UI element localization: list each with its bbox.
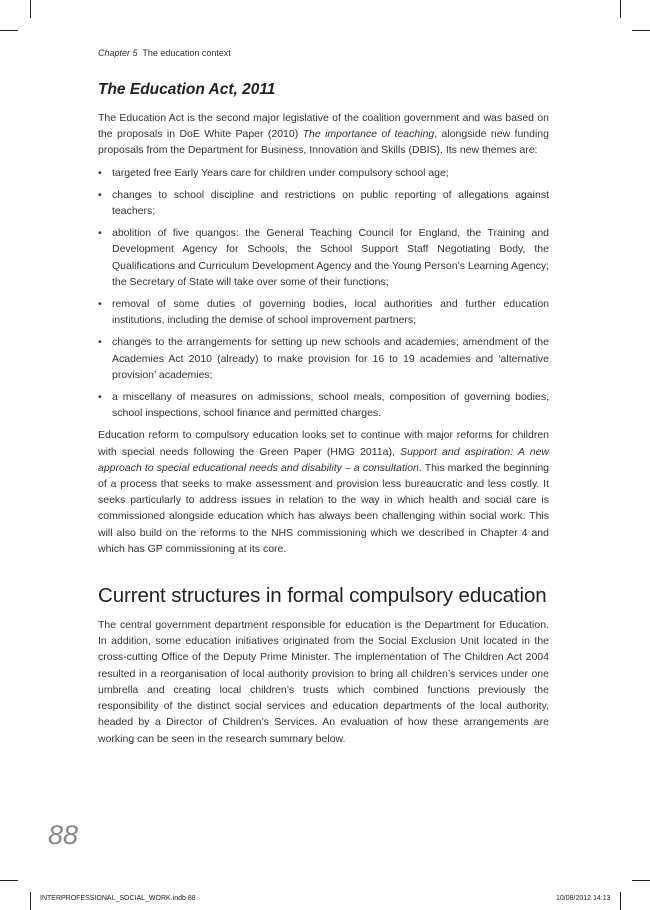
list-item-text: abolition of five quangos: the General Teaching Council for England, the Training and Development Agency for Schools, the School Support Staff Negotiating Body, the Qualifications and Curriculum Development Agency and the Young Person’s Learning Agency; the Secretary of State will take over some of their functions; [112,227,550,288]
section-heading-education-act: The Education Act, 2011 [98,81,276,98]
footer-file-name: INTERPROFESSIONAL_SOCIAL_WORK.indb 88 [40,895,196,902]
list-item-text: changes to school discipline and restrictions on public reporting of allegations against teachers; [112,188,549,218]
bullet-icon: • [98,166,102,179]
list-item [98,389,549,421]
bullet-icon: • [98,298,102,311]
bullet-icon: • [98,227,102,240]
bullet-icon: • [98,336,102,349]
list-item [98,225,549,290]
page-body [98,80,549,747]
bullet-icon: • [98,188,102,201]
list-item [98,296,549,328]
list-item [98,187,549,219]
bullet-icon: • [98,391,102,404]
crop-mark [620,0,621,18]
crop-mark [620,892,621,910]
reform-text: . This marked the beginning of a process that seeks to make assessment and provision less bureaucratic and less costly. It seeks particularly to address issues in relation to the way in which health and social care is commissioned alongside education which has always been challenging within social work. This will also build on the reforms to the NHS commissioning which we described in Chapter 4 and which has GP commissioning at its core. [98,461,549,555]
crop-mark [0,880,18,881]
crop-mark [30,892,31,910]
list-item-text: a miscellany of measures on admissions, school meals, composition of governing bodies, school inspections, school finance and permitted charges. [112,391,549,420]
running-head [98,48,231,58]
running-head-chapter: Chapter 5 [98,48,138,58]
intro-text: The Education Act is the second major legislative of the coalition government and was based on the proposals in DoE White Paper (2010) [98,112,549,141]
crop-mark [30,0,31,18]
running-head-title: The education context [142,48,231,58]
structures-paragraph: The central government department responsible for education is the Department for Education. In addition, some education initiatives originated from the Social Exclusion Unit located in the cross-cutting Office of the Deputy Prime Minister. The implementation of The Children Act 2004 resulted in a reorganisation of local authority provision to bring all children’s services under one umbrella and creating local children’s trusts which combined functions previously the responsibility of the distinct social services and education departments of the local authority, headed by a Director of Children’s Services. An evaluation of how these arrangements are working can be seen in the research summary below. [98,619,549,745]
crop-mark [632,30,650,31]
crop-mark [632,880,650,881]
page-number: 88 [48,820,79,850]
footer-timestamp: 10/08/2012 14:13 [556,895,611,902]
intro-paragraph [98,110,549,159]
reform-text: Education reform to compulsory education looks set to continue with major reforms for children with special needs following the Green Paper (HMG 2011a), [98,429,549,458]
list-item [98,334,549,383]
intro-italic-title: The importance of teaching [302,128,435,141]
list-item-text: changes to the arrangements for setting up new schools and academies; amendment of the Academies Act 2010 (already) to make provision for 16 to 19 academies and ‘alternative provision’ academies; [112,336,549,381]
list-item-text: removal of some duties of governing bodies, local authorities and further education institutions, including the demise of school improvement partners; [112,298,549,327]
intro-text: , alongside new funding proposals from the Department for Business, Innovation and Skills (DBIS). Its new themes are: [98,128,549,157]
reform-paragraph [98,427,549,557]
reform-italic-title: Support and aspiration: A new approach to special educational needs and disability – a consultation [98,445,549,474]
themes-list [98,165,549,422]
section-heading-current-structures: Current structures in formal compulsory education [98,584,547,608]
list-item-text: targeted free Early Years care for children under compulsory school age; [112,166,449,179]
crop-mark [0,30,18,31]
list-item [98,165,549,181]
